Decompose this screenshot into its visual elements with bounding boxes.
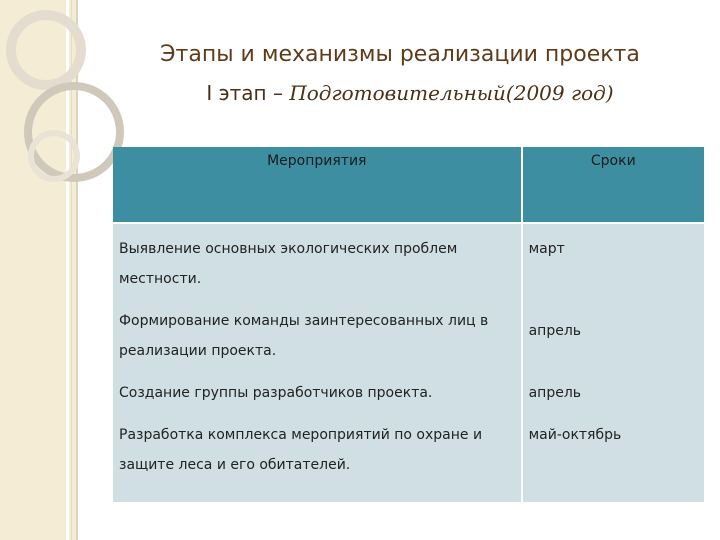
period-cell: март: [522, 223, 704, 300]
period-cell: апрель: [522, 372, 704, 414]
table-row: [113, 414, 704, 502]
period-cell: апрель: [522, 300, 704, 372]
activity-cell: Разработка комплекса мероприятий по охране и защите леса и его обитателей.: [113, 414, 522, 502]
decorative-circle: [6, 10, 86, 90]
slide-subtitle: [100, 78, 720, 108]
header-activities: Мероприятия: [113, 147, 522, 223]
slide-title: Этапы и механизмы реализации проекта: [160, 42, 640, 67]
subtitle-stage-name: Подготовительный(2009 год): [289, 81, 614, 105]
table-row: [113, 223, 704, 300]
activity-cell: Формирование команды заинтересованных лиц в реализации проекта.: [113, 300, 522, 372]
subtitle-stage: I этап –: [206, 81, 290, 105]
activity-cell: Создание группы разработчиков проекта.: [113, 372, 522, 414]
period-cell: май-октябрь: [522, 414, 704, 502]
table-header-row: [113, 147, 704, 223]
table-row: [113, 372, 704, 414]
activities-table: [113, 147, 704, 502]
decorative-circle: [28, 130, 80, 182]
table-row: [113, 300, 704, 372]
header-period: Сроки: [522, 147, 704, 223]
activity-cell: Выявление основных экологических проблем местности.: [113, 223, 522, 300]
